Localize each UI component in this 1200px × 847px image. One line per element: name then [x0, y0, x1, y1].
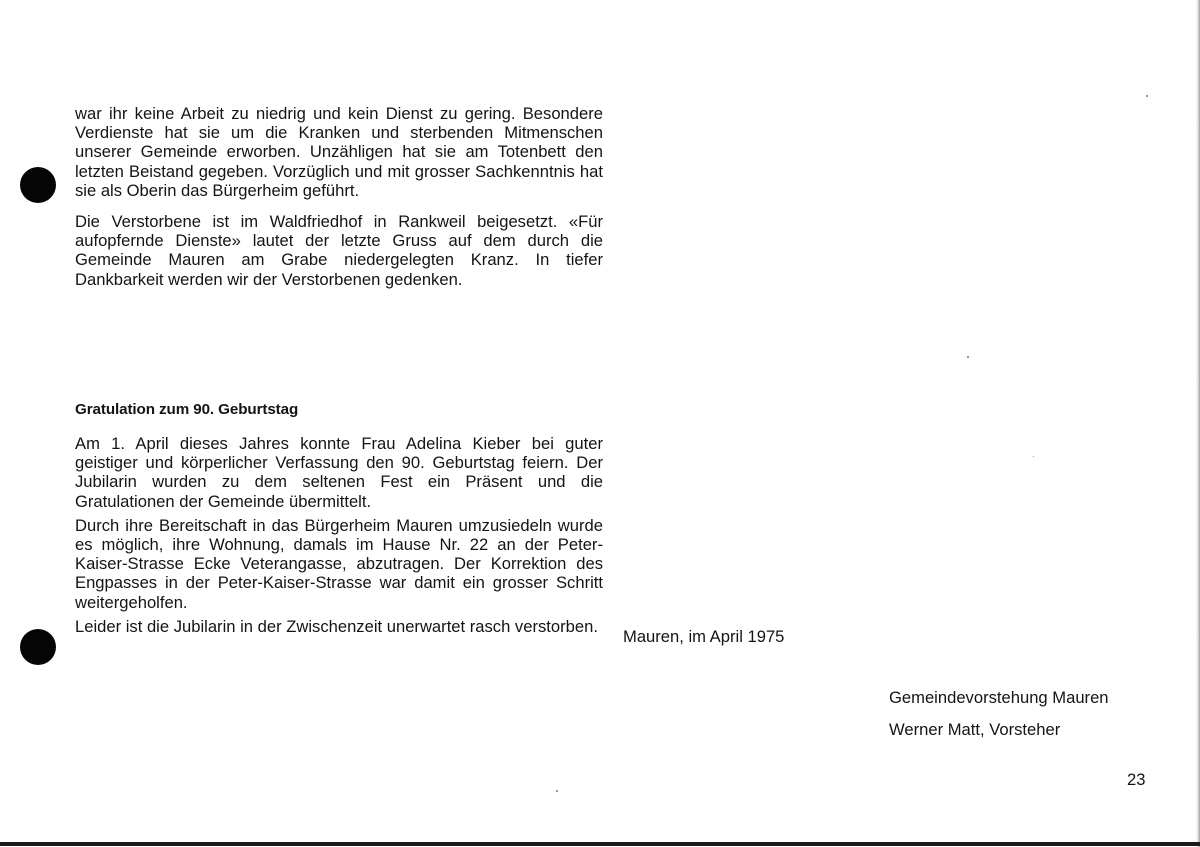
upper-text-block	[75, 104, 603, 289]
paragraph-passing: Leider ist die Jubilarin in der Zwischenzeit unerwartet rasch verstorben.	[75, 616, 598, 636]
lower-text-block	[75, 434, 603, 636]
paragraph-obituary-burial: Die Verstorbene ist im Waldfriedhof in Rankweil beigesetzt. «Für aufopfernde Dienste» lautet der letzte Gruss auf dem durch die Gemeinde Mauren am Grabe niedergelegten Kranz. In tiefer Dankbarkeit werden wir der Verstorbenen gedenken.	[75, 212, 603, 289]
signature-name: Werner Matt, Vorsteher	[889, 720, 1061, 739]
page-edge-shadow	[1196, 0, 1200, 847]
bottom-edge-line	[0, 842, 1200, 846]
scan-speck	[556, 790, 558, 792]
scan-speck	[1033, 456, 1034, 457]
paragraph-relocation: Durch ihre Bereitschaft in das Bürgerheim Mauren umzusiedeln wurde es möglich, ihre Wohnung, damals im Hause Nr. 22 an der Peter-Kaiser-Strasse Ecke Veterangasse, abzutragen. Der Korrektion des Engpasses in der Peter-Kaiser-Strasse war damit ein grosser Schritt weitergeholfen.	[75, 515, 603, 612]
paragraph-birthday: Am 1. April dieses Jahres konnte Frau Adelina Kieber bei guter geistiger und körperlicher Verfassung den 90. Geburtstag feiern. Der Jubilarin wurden zu dem seltenen Fest ein Präsent und die Gratulationen der Gemeinde übermittelt.	[75, 434, 603, 511]
signature-organization: Gemeindevorstehung Mauren	[889, 688, 1109, 707]
paragraph-obituary-duties: war ihr keine Arbeit zu niedrig und kein Dienst zu gering. Besondere Verdienste hat sie um die Kranken und sterbenden Mitmenschen unserer Gemeinde erworben. Unzähligen hat sie am Totenbett den letzten Beistand gegeben. Vorzüglich und mit grosser Sachkenntnis hat sie als Oberin das Bürgerheim geführt.	[75, 104, 603, 200]
section-heading: Gratulation zum 90. Geburtstag	[75, 401, 299, 418]
page-number: 23	[1127, 770, 1146, 789]
scan-speck	[967, 356, 969, 358]
place-date: Mauren, im April 1975	[623, 627, 785, 646]
punch-hole-icon	[20, 167, 56, 203]
scan-speck	[1146, 95, 1148, 97]
punch-hole-icon	[20, 629, 56, 665]
